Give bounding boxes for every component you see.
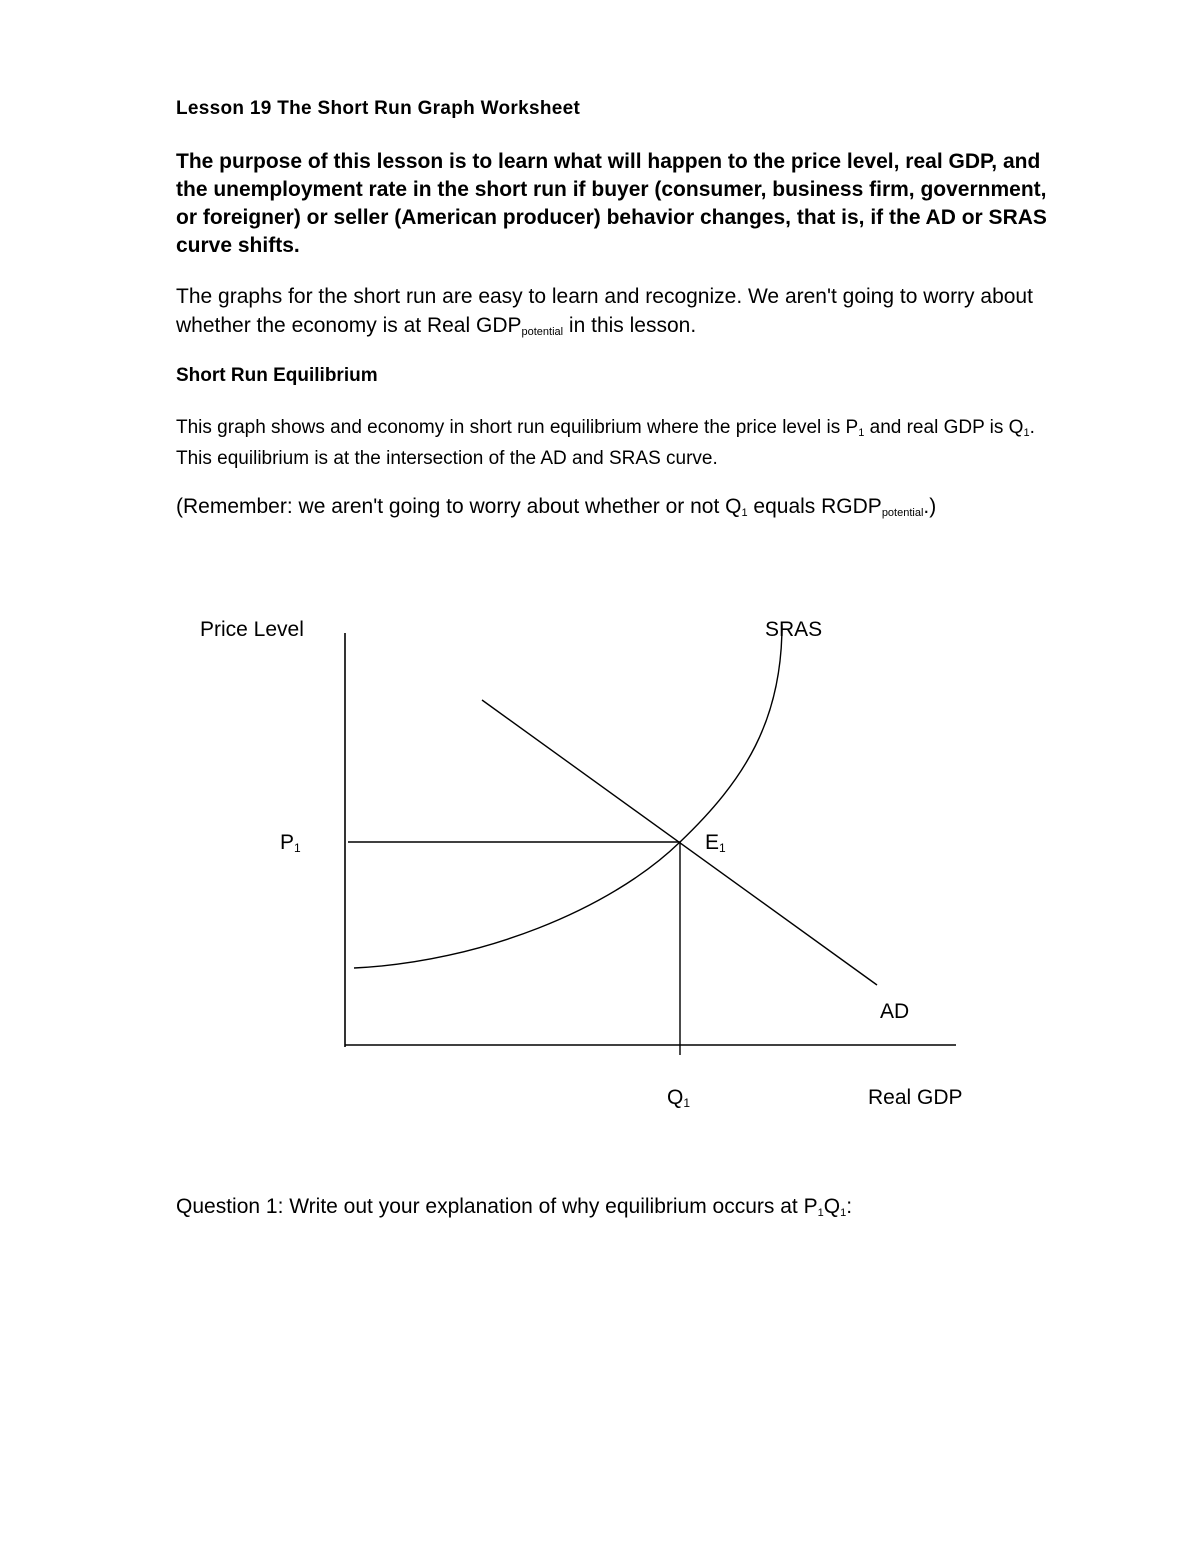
question-text: Question 1: Write out your explanation of why equilibrium occurs at P xyxy=(176,1195,818,1218)
quantity-subscript: 1 xyxy=(683,1096,691,1110)
question-subscript-q: 1 xyxy=(840,1207,847,1219)
ad-label: AD xyxy=(880,1000,910,1023)
equilibrium-label xyxy=(705,831,726,855)
sras-label: SRAS xyxy=(765,618,823,641)
price-level-label xyxy=(280,831,301,855)
quantity-label xyxy=(667,1086,690,1110)
remember-text: (Remember: we aren't going to worry about whether or not Q xyxy=(176,495,742,518)
purpose-paragraph: The purpose of this lesson is to learn what will happen to the price level, real GDP, and the unemployment rate in the short run if buyer (consumer, business firm, government, or foreigner) or seller (American producer) behavior changes, that is, if the AD or SRAS curve shifts. xyxy=(176,150,1047,257)
description-text: This graph shows and economy in short run equilibrium where the price level is P xyxy=(176,417,859,438)
equilibrium-letter: E xyxy=(705,831,720,854)
y-axis-label: Price Level xyxy=(200,618,304,641)
x-axis-label: Real GDP xyxy=(868,1086,963,1109)
equilibrium-subscript: 1 xyxy=(719,841,726,855)
description-subscript-p: 1 xyxy=(858,427,865,439)
question-text-end: : xyxy=(846,1195,853,1218)
description-text-3: . This equilibrium is at the intersection of the AD and SRAS curve. xyxy=(176,417,1035,469)
worksheet-title: Lesson 19 The Short Run Graph Worksheet xyxy=(176,98,581,119)
remember-subscript-q: 1 xyxy=(741,507,748,519)
question-1 xyxy=(176,1193,1056,1227)
intro-text: The graphs for the short run are easy to learn and recognize. We aren't going to worry about whether the economy is at Real GDP xyxy=(176,285,1033,337)
question-text-q: Q xyxy=(823,1195,841,1218)
price-subscript: 1 xyxy=(294,841,301,855)
remember-text-3: .) xyxy=(923,495,937,518)
description-text-2: and real GDP is Q xyxy=(864,417,1024,438)
question-subscript-p: 1 xyxy=(817,1207,824,1219)
price-letter: P xyxy=(280,831,295,854)
description-subscript-q: 1 xyxy=(1023,427,1030,439)
sras-curve xyxy=(354,625,782,968)
remember-subscript-potential: potential xyxy=(881,507,924,519)
remember-text-2: equals RGDP xyxy=(747,495,882,518)
quantity-letter: Q xyxy=(667,1086,684,1109)
intro-text-end: in this lesson. xyxy=(563,314,697,337)
intro-subscript: potential xyxy=(521,326,564,338)
section-title: Short Run Equilibrium xyxy=(176,365,378,386)
